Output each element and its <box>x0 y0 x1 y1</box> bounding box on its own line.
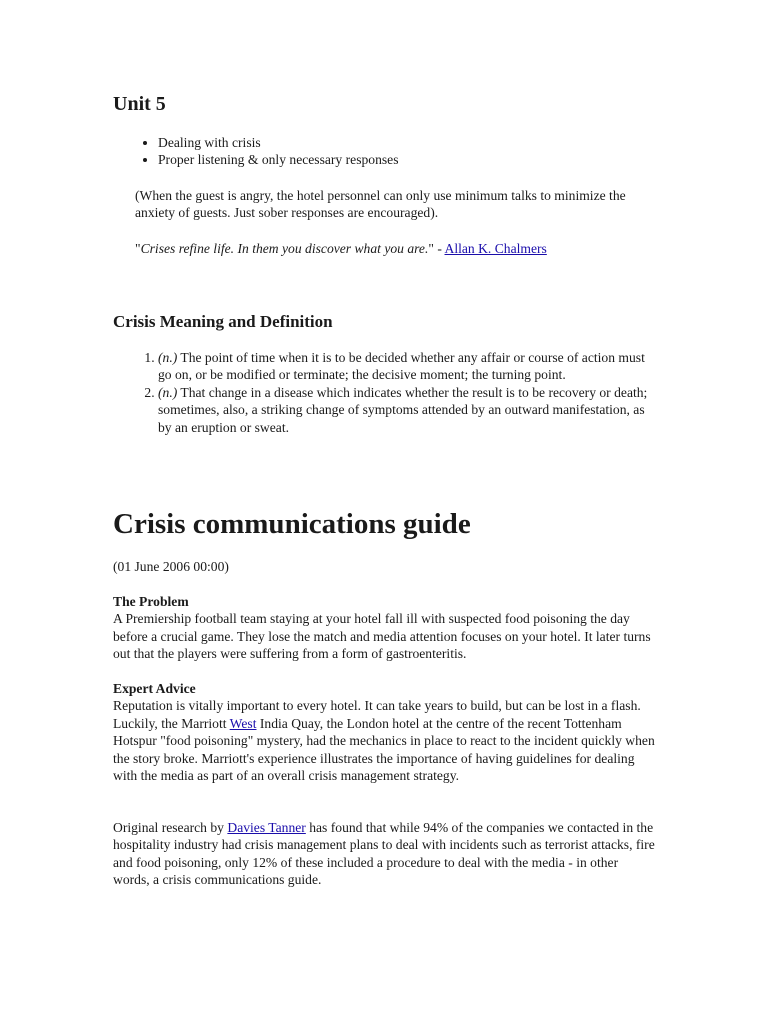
advice-text-end: India Quay, the London hotel at the centre of the recent Tottenham Hotspur "food poisoning" mystery, had the mechanics in place to react to the incident quickly when the story broke. Marriott's experience illustrates the importance of having guidelines for dealing with the media as part of an overall crisis management strategy. <box>113 715 655 784</box>
quote-author-link[interactable]: Allan K. Chalmers <box>444 241 547 256</box>
definition-list <box>113 349 648 436</box>
part-of-speech: (n.) <box>158 384 178 400</box>
advice-section <box>113 680 658 784</box>
quote-close-mark: " - <box>428 241 445 256</box>
definition-text: The point of time when it is to be decided whether any affair or course of action must go on, or be modified or terminate; the decisive moment; the turning point. <box>158 350 645 383</box>
list-item: • Proper listening & only necessary responses <box>158 151 399 168</box>
unit-heading: Unit 5 <box>113 93 166 115</box>
research-text-start: Original research by <box>113 820 228 835</box>
list-item: • Dealing with crisis <box>158 134 399 151</box>
guest-note-paragraph: (When the guest is angry, the hotel personnel can only use minimum talks to minimize the anxiety of guests. Just sober responses are encouraged). <box>135 188 626 221</box>
part-of-speech: (n.) <box>158 350 178 365</box>
publish-date: (01 June 2006 00:00) <box>113 559 229 574</box>
advice-text-start: Reputation is vitally important to every hotel. It can take years to build, but can be lost in a flash. Luckily, the Marriott <box>113 698 641 731</box>
advice-heading: Expert Advice <box>113 681 196 696</box>
definition-text: That change in a disease which indicates whether the result is to be recovery or death; sometimes, also, a striking change of symptoms attended by an outward manifestation, as by an eruption or sweat. <box>158 384 648 435</box>
list-item <box>158 384 648 436</box>
guide-title: Crisis communications guide <box>113 508 471 540</box>
meaning-heading: Crisis Meaning and Definition <box>113 312 333 331</box>
quote-open-mark: " <box>135 241 141 256</box>
research-paragraph <box>113 819 658 889</box>
list-item <box>158 349 648 384</box>
problem-heading: The Problem <box>113 594 189 609</box>
unit-bullet-list <box>113 134 399 169</box>
quote-paragraph <box>135 240 655 257</box>
west-link[interactable]: West <box>229 715 257 731</box>
quote-text: Crises refine life. In them you discover what you are. <box>140 241 429 256</box>
problem-text: A Premiership football team staying at your hotel fall ill with suspected food poisoning the day before a crucial game. They lose the match and media attention focuses on your hotel. It later turns out that the players were suffering from a form of gastroenteritis. <box>113 611 651 662</box>
problem-section <box>113 593 658 663</box>
davies-tanner-link[interactable]: Davies Tanner <box>227 820 306 835</box>
research-text-end: has found that while 94% of the companies we contacted in the hospitality industry had crisis management plans to deal with incidents such as terrorist attacks, fire and food poisoning, only 12% of these included a procedure to deal with the media - in other words, a crisis communications guide. <box>113 820 655 888</box>
